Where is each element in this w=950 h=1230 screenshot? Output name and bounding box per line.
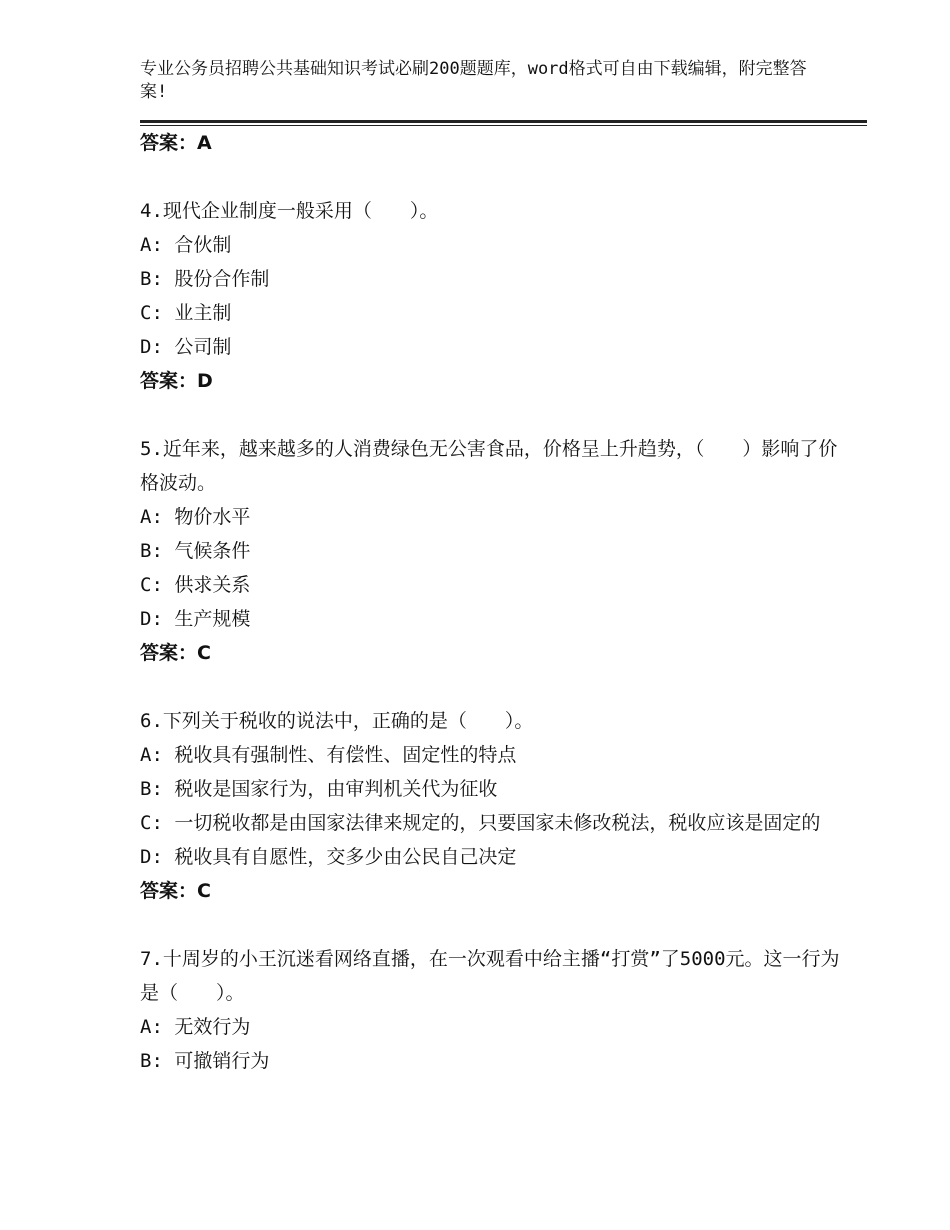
question-block-4 bbox=[140, 194, 840, 398]
option-b: B: 气候条件 bbox=[140, 540, 251, 562]
answer: 答案：C bbox=[140, 642, 211, 664]
answer-prev: 答案：A bbox=[140, 132, 212, 154]
question-stem: 6.下列关于税收的说法中，正确的是（ ）。 bbox=[140, 710, 534, 732]
option-a: A: 物价水平 bbox=[140, 506, 251, 528]
option-a: A: 合伙制 bbox=[140, 234, 232, 256]
option-a: A: 税收具有强制性、有偿性、固定性的特点 bbox=[140, 744, 517, 766]
option-b: B: 税收是国家行为，由审判机关代为征收 bbox=[140, 778, 498, 800]
option-d: D: 生产规模 bbox=[140, 608, 251, 630]
option-a: A: 无效行为 bbox=[140, 1016, 251, 1038]
option-b: B: 股份合作制 bbox=[140, 268, 270, 290]
option-d: D: 公司制 bbox=[140, 336, 232, 358]
spacer bbox=[140, 670, 840, 704]
question-stem: 5.近年来，越来越多的人消费绿色无公害食品，价格呈上升趋势，（ ）影响了价格波动。 bbox=[140, 438, 838, 494]
option-c: C: 业主制 bbox=[140, 302, 232, 324]
option-b: B: 可撤销行为 bbox=[140, 1050, 270, 1072]
option-c: C: 一切税收都是由国家法律来规定的，只要国家未修改税法，税收应该是固定的 bbox=[140, 812, 821, 834]
spacer bbox=[140, 908, 840, 942]
answer: 答案：C bbox=[140, 880, 211, 902]
spacer bbox=[140, 398, 840, 432]
question-block-5 bbox=[140, 432, 840, 670]
option-d: D: 税收具有自愿性，交多少由公民自己决定 bbox=[140, 846, 517, 868]
question-stem: 4.现代企业制度一般采用（ ）。 bbox=[140, 200, 439, 222]
option-c: C: 供求关系 bbox=[140, 574, 251, 596]
question-stem: 7.十周岁的小王沉迷看网络直播，在一次观看中给主播“打赏”了5000元。这一行为是（ ）。 bbox=[140, 948, 840, 1004]
page-header: 专业公务员招聘公共基础知识考试必刷200题题库，word格式可自由下载编辑，附完整答案! bbox=[140, 59, 807, 102]
question-list bbox=[140, 126, 840, 1078]
answer: 答案：D bbox=[140, 370, 213, 392]
question-block-7 bbox=[140, 942, 840, 1078]
question-block-6 bbox=[140, 704, 840, 908]
spacer bbox=[140, 160, 840, 194]
